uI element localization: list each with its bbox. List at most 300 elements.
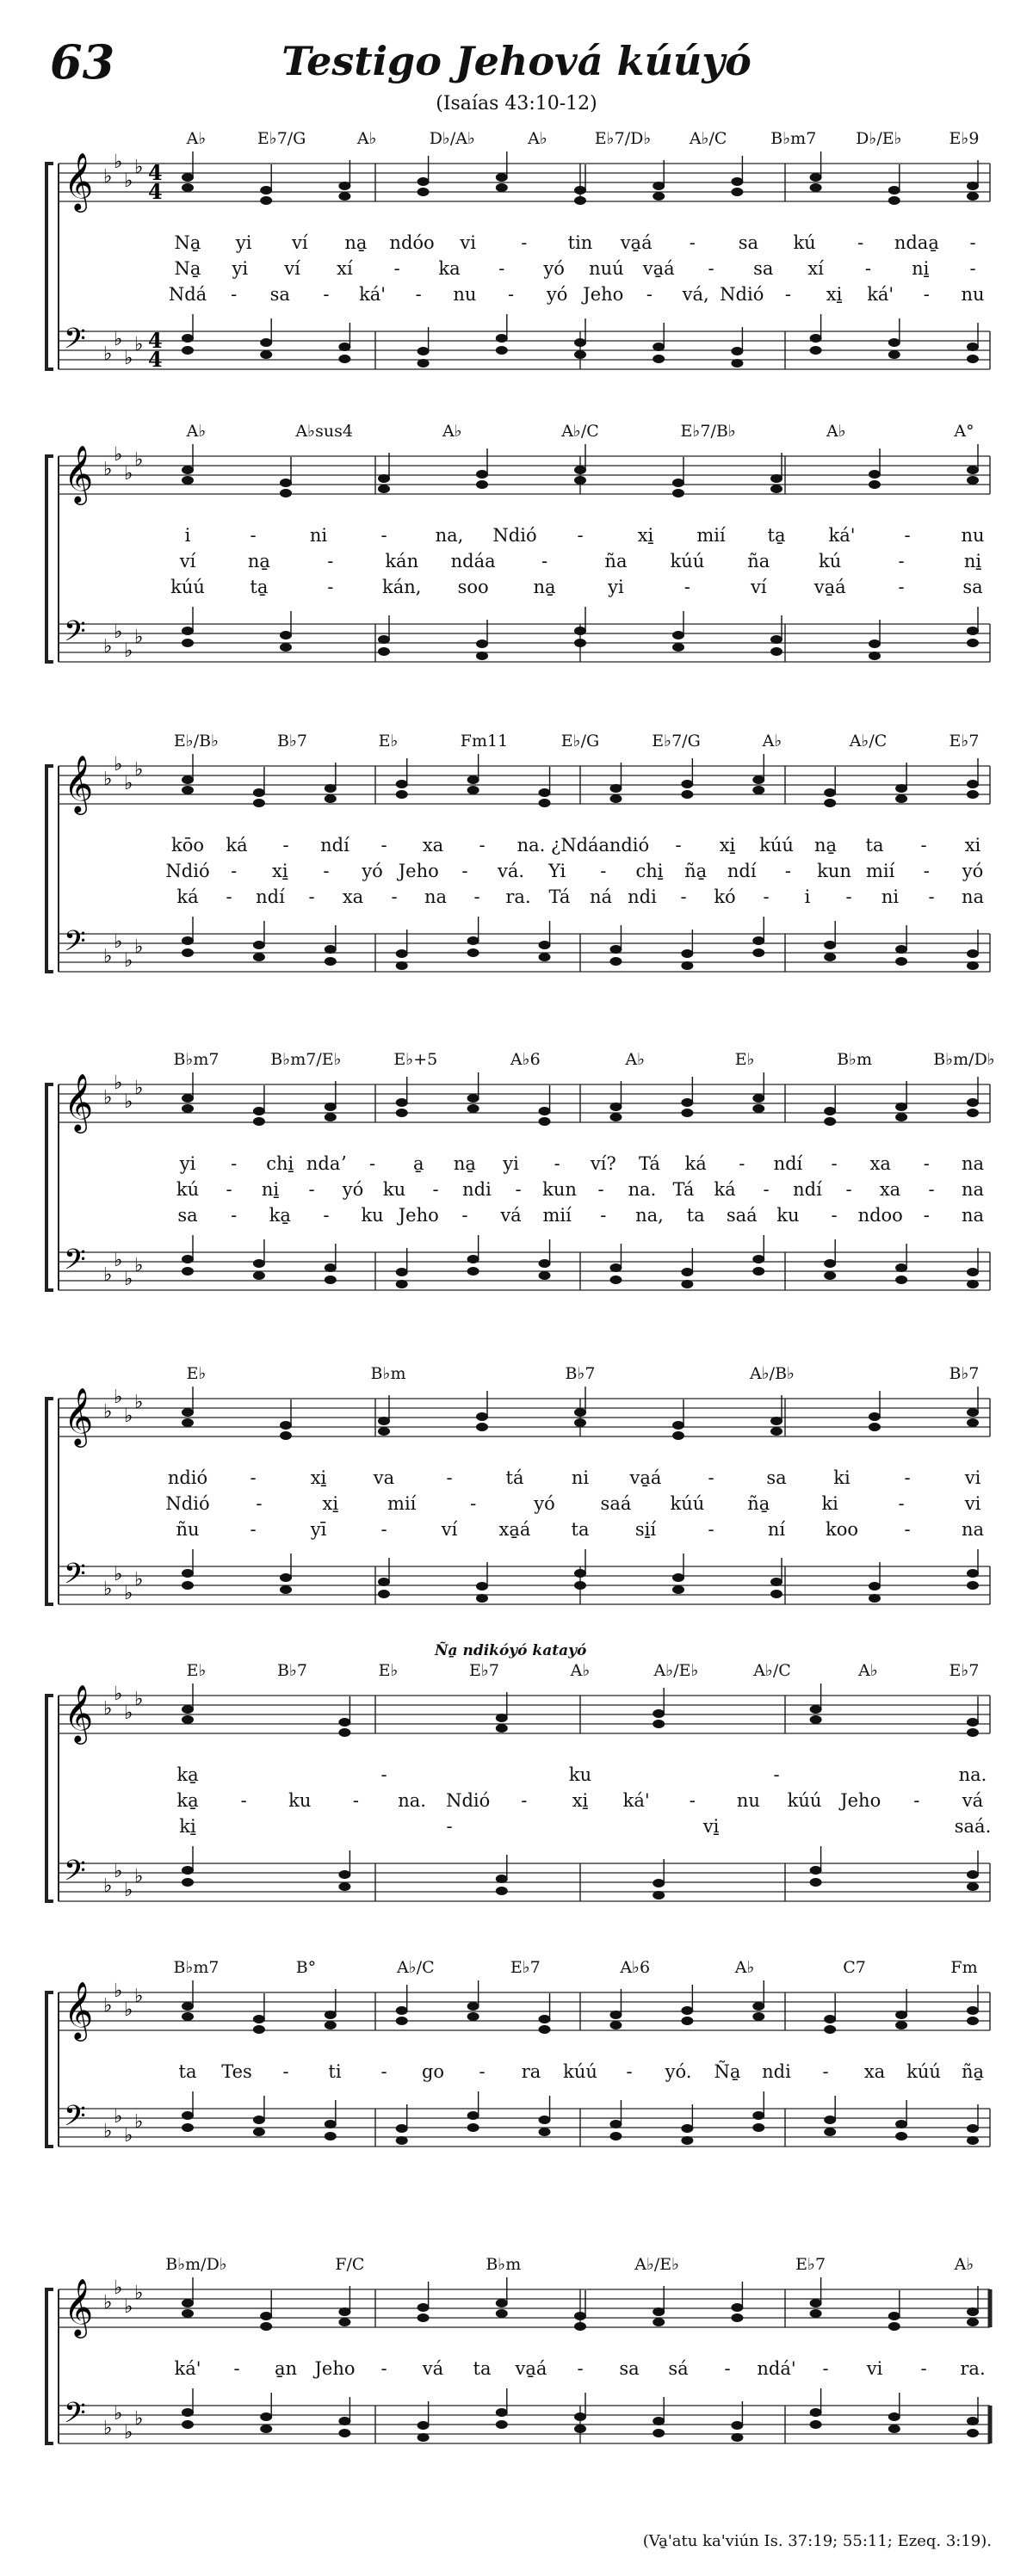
lyric-syllable: saá xyxy=(726,1205,758,1226)
key-flat-icon: ♭ xyxy=(114,2106,123,2128)
treble-note xyxy=(653,192,665,201)
lyric-syllable: ká xyxy=(226,835,248,856)
lyric-syllable: ta xyxy=(178,2061,197,2082)
lyric-syllable: vi xyxy=(964,1493,981,1514)
treble-note xyxy=(338,1728,350,1737)
bass-note xyxy=(338,1882,350,1891)
chord-symbol: E♭7 xyxy=(510,1958,541,1977)
lyric-syllable: na. xyxy=(958,1764,987,1785)
bass-note xyxy=(182,2123,194,2132)
lyric-syllable: i xyxy=(804,886,811,907)
bass-note xyxy=(681,1268,693,1276)
bass-note xyxy=(574,627,586,635)
key-flat-icon: ♭ xyxy=(134,759,144,781)
bass-note xyxy=(967,2429,979,2437)
lyric-syllable: na̱ xyxy=(247,551,270,571)
chord-symbol: B♭m xyxy=(486,2255,522,2274)
lyric-syllable: vá. xyxy=(497,861,525,881)
lyric-syllable: ña xyxy=(747,551,770,571)
lyric-syllable: ndió xyxy=(609,835,650,856)
lyric-syllable: vá, xyxy=(682,284,709,305)
lyric-syllable: ni xyxy=(881,886,900,907)
lyric-syllable: koo xyxy=(825,1519,859,1540)
bass-note xyxy=(325,957,337,966)
lyric-syllable: - xyxy=(898,1493,905,1514)
key-flat-icon: ♭ xyxy=(134,157,144,178)
bass-note xyxy=(539,2116,551,2124)
music-system xyxy=(0,1958,1033,2186)
lyric-syllable: kán, xyxy=(381,577,422,597)
bass-note xyxy=(681,949,693,958)
bass-note xyxy=(325,1263,337,1272)
bass-note xyxy=(182,2420,194,2429)
key-flat-icon: ♭ xyxy=(103,1875,113,1897)
treble-note xyxy=(810,2309,822,2318)
key-flat-icon: ♭ xyxy=(103,1578,113,1600)
treble-note xyxy=(770,485,782,493)
bass-clef-icon: 𝄢 xyxy=(64,615,86,655)
lyric-syllable: na xyxy=(961,1205,985,1226)
key-flat-icon: ♭ xyxy=(124,2296,133,2318)
bass-note xyxy=(967,2417,979,2425)
lyric-syllable: - xyxy=(391,886,398,907)
chord-symbol: B♭m7 xyxy=(173,1050,220,1069)
bass-note xyxy=(895,2132,907,2140)
bass-note xyxy=(574,639,586,647)
treble-note xyxy=(752,2002,764,2011)
lyric-syllable: ta̱ xyxy=(767,525,786,546)
bass-note xyxy=(338,2429,350,2437)
treble-clef-icon: 𝄞 xyxy=(64,1683,94,1742)
treble-note xyxy=(653,182,665,190)
key-flat-icon: ♭ xyxy=(103,946,113,967)
lyric-syllable: - xyxy=(680,886,687,907)
bass-note xyxy=(681,2136,693,2145)
lyric-syllable: ká' xyxy=(622,1790,650,1811)
bass-note xyxy=(338,1870,350,1879)
lyric-syllable: - xyxy=(380,2061,387,2082)
lyric-syllable: ta xyxy=(571,1519,590,1540)
lyric-syllable: - xyxy=(684,577,690,597)
lyric-syllable: ki xyxy=(833,1467,851,1488)
treble-note xyxy=(672,1431,684,1440)
lyric-syllable: na̱ xyxy=(344,232,368,253)
lyric-syllable: - xyxy=(904,1519,911,1540)
lyric-syllable: - xyxy=(577,525,584,546)
bass-note xyxy=(467,2111,479,2120)
lyric-syllable: - xyxy=(393,258,400,279)
treble-note xyxy=(574,196,586,205)
bass-note xyxy=(496,1887,508,1895)
key-flat-icon: ♭ xyxy=(134,1986,144,2007)
bass-note xyxy=(378,635,390,644)
bass-note xyxy=(467,2123,479,2132)
lyric-syllable: - xyxy=(323,861,330,881)
lyric-syllable: va xyxy=(373,1467,395,1488)
treble-note xyxy=(752,1104,764,1113)
lyric-syllable: yó xyxy=(362,861,383,881)
lyric-syllable: - xyxy=(470,1493,477,1514)
treble-note xyxy=(280,1421,292,1430)
bass-note xyxy=(280,643,292,652)
lyric-syllable: - xyxy=(898,577,905,597)
lyric-syllable: Ña̱ xyxy=(714,2061,741,2082)
lyric-syllable: - xyxy=(541,551,548,571)
treble-note xyxy=(476,480,488,489)
lyric-syllable: - xyxy=(323,1205,330,1226)
treble-note xyxy=(280,1431,292,1440)
lyric-syllable: - xyxy=(724,2358,731,2379)
lyric-syllable: - xyxy=(904,1467,911,1488)
bass-note xyxy=(824,2116,836,2124)
lyric-syllable: - xyxy=(327,577,334,597)
lyric-syllable: - xyxy=(689,232,696,253)
lyric-syllable: - xyxy=(498,258,505,279)
lyric-syllable: - xyxy=(415,284,422,305)
lyric-syllable: ñu xyxy=(176,1519,200,1540)
lyric-syllable: - xyxy=(323,284,330,305)
lyric-syllable: - xyxy=(784,284,791,305)
lyric-syllable: kúú xyxy=(170,577,205,597)
lyric-syllable: xi̱ xyxy=(826,284,843,305)
lyric-syllable: kúú xyxy=(670,551,705,571)
lyric-syllable: ki xyxy=(821,1493,838,1514)
treble-note xyxy=(182,1408,194,1417)
treble-note xyxy=(824,799,836,807)
treble-note xyxy=(869,470,881,479)
lyric-syllable: Ndió xyxy=(446,1790,491,1811)
lyric-syllable: - xyxy=(845,1179,852,1200)
bass-note xyxy=(182,627,194,635)
treble-note xyxy=(476,1423,488,1431)
lyric-syllable: ndaʼ xyxy=(306,1153,347,1174)
treble-note xyxy=(609,784,622,793)
lyric-syllable: na̱ xyxy=(813,835,838,856)
bass-note xyxy=(253,941,265,949)
lyric-syllable: ni xyxy=(571,1467,590,1488)
treble-note xyxy=(496,173,508,182)
treble-note xyxy=(182,466,194,474)
treble-clef-icon: 𝄞 xyxy=(64,1387,94,1445)
treble-note xyxy=(378,474,390,483)
lyric-syllable: kúú xyxy=(563,2061,597,2082)
lyric-syllable: Tá xyxy=(548,886,571,907)
key-flat-icon: ♭ xyxy=(103,2418,113,2439)
lyric-syllable: na. xyxy=(398,1790,426,1811)
music-system xyxy=(0,1364,1033,1644)
chord-symbol: E♭7 xyxy=(795,2255,826,2274)
treble-note xyxy=(967,1408,979,1417)
treble-note xyxy=(280,489,292,497)
lyric-syllable: saá xyxy=(600,1493,632,1514)
bass-note xyxy=(967,343,979,351)
lyric-syllable: - xyxy=(577,2358,584,2379)
lyric-syllable: ndi xyxy=(462,1179,492,1200)
treble-note xyxy=(467,1104,479,1113)
lyric-syllable: Na̱ xyxy=(174,258,201,279)
bass-note xyxy=(888,2412,900,2421)
treble-note xyxy=(752,786,764,794)
chord-symbol: E♭/G xyxy=(560,732,600,751)
lyric-syllable: - xyxy=(446,1467,453,1488)
lyric-syllable: yi xyxy=(235,232,252,253)
lyric-syllable: ka xyxy=(438,258,461,279)
system-bracket xyxy=(46,456,53,662)
bass-note xyxy=(824,953,836,961)
chord-symbol: A♭/C xyxy=(397,1958,435,1977)
lyric-syllable: mií xyxy=(387,1493,417,1514)
bass-clef-icon: 𝄢 xyxy=(64,925,86,965)
chord-symbol: E♭7/B♭ xyxy=(680,422,736,441)
lyric-syllable: vi xyxy=(866,2358,883,2379)
key-flat-icon: ♭ xyxy=(114,1072,123,1094)
treble-note xyxy=(824,1117,836,1126)
system-bracket xyxy=(46,1084,53,1290)
bass-note xyxy=(539,2128,551,2136)
lyric-syllable: yó xyxy=(962,861,984,881)
treble-clef-icon: 𝄞 xyxy=(64,444,94,503)
treble-note xyxy=(731,2313,743,2322)
bass-note xyxy=(182,1255,194,1263)
lyric-syllable: Ndió xyxy=(165,861,210,881)
bass-note xyxy=(496,334,508,343)
treble-note xyxy=(888,2312,900,2320)
treble-note xyxy=(467,786,479,794)
chord-symbol: A♭6 xyxy=(620,1958,651,1977)
bass-note xyxy=(869,652,881,660)
lyric-syllable: yó. xyxy=(665,2061,692,2082)
treble-note xyxy=(967,780,979,788)
lyric-syllable: - xyxy=(308,1179,315,1200)
lyric-syllable: chi̱ xyxy=(266,1153,294,1174)
lyric-syllable: i xyxy=(184,525,191,546)
lyric-syllable: Ndió xyxy=(492,525,537,546)
key-flat-icon: ♭ xyxy=(134,2111,144,2133)
staff-system-graphic xyxy=(0,1364,1033,1644)
treble-note xyxy=(681,1109,693,1117)
key-flat-icon: ♭ xyxy=(134,936,144,958)
lyric-syllable: va̱á xyxy=(629,1467,662,1488)
lyric-syllable: - xyxy=(380,1764,387,1785)
treble-note xyxy=(396,1109,408,1117)
lyric-syllable: ndi xyxy=(762,2061,791,2082)
treble-note xyxy=(681,2006,693,2015)
treble-note xyxy=(770,1427,782,1436)
lyric-syllable: - xyxy=(250,525,257,546)
system-bracket xyxy=(46,1399,53,1604)
chord-symbol: A♭ xyxy=(442,422,462,441)
lyric-syllable: ví xyxy=(441,1519,458,1540)
chord-symbol: A° xyxy=(954,422,974,441)
key-flat-icon: ♭ xyxy=(124,1269,133,1290)
treble-note xyxy=(752,775,764,784)
lyric-syllable: ña̱ xyxy=(961,2061,985,2082)
lyric-syllable: ra. xyxy=(505,886,531,907)
lyric-syllable: na xyxy=(424,886,448,907)
treble-note xyxy=(325,2021,337,2029)
treble-note xyxy=(752,1094,764,1103)
lyric-syllable: yi xyxy=(503,1153,519,1174)
treble-note xyxy=(396,790,408,799)
bass-note xyxy=(378,1578,390,1586)
treble-note xyxy=(325,784,337,793)
lyric-syllable: mií xyxy=(542,1205,572,1226)
lyric-syllable: Jeho xyxy=(840,1790,881,1811)
bass-note xyxy=(325,2132,337,2140)
key-flat-icon: ♭ xyxy=(134,1255,144,1276)
lyric-syllable: ni xyxy=(309,525,328,546)
lyric-syllable: - xyxy=(308,886,315,907)
lyric-syllable: Jeho xyxy=(398,1205,439,1226)
staff-system-graphic xyxy=(0,422,1033,701)
key-flat-icon: ♭ xyxy=(103,769,113,790)
chord-symbol: E♭+5 xyxy=(393,1050,438,1069)
lyric-syllable: - xyxy=(600,1205,607,1226)
section-label: Ña̱ ndikóyó katayó xyxy=(435,1642,587,1659)
key-flat-icon: ♭ xyxy=(134,1078,144,1099)
treble-note xyxy=(824,1107,836,1115)
bass-note xyxy=(496,1875,508,1883)
bass-note xyxy=(396,2124,408,2133)
lyric-syllable: - xyxy=(327,551,334,571)
key-flat-icon: ♭ xyxy=(124,950,133,972)
bass-note xyxy=(182,936,194,945)
bass-note xyxy=(396,949,408,958)
treble-note xyxy=(418,2313,430,2322)
lyric-syllable: - xyxy=(369,1153,376,1174)
treble-clef-icon: 𝄞 xyxy=(64,2277,94,2336)
bass-note xyxy=(496,346,508,355)
treble-note xyxy=(280,479,292,487)
bass-note xyxy=(418,359,430,368)
lyric-syllable: ndoo xyxy=(857,1205,903,1226)
treble-note xyxy=(967,2307,979,2316)
lyric-syllable: mií xyxy=(866,861,895,881)
music-system xyxy=(0,129,1033,409)
treble-note xyxy=(672,479,684,487)
lyric-syllable: xí xyxy=(337,258,353,279)
bass-note xyxy=(810,346,822,355)
lyric-syllable: nuú xyxy=(589,258,624,279)
lyric-syllable: ¿Ndáa xyxy=(550,835,610,856)
treble-note xyxy=(396,2017,408,2025)
treble-note xyxy=(182,173,194,182)
lyric-syllable: - xyxy=(689,1790,696,1811)
treble-note xyxy=(467,2012,479,2021)
chord-symbol: E♭7 xyxy=(469,1661,499,1680)
bass-note xyxy=(869,1582,881,1591)
key-flat-icon: ♭ xyxy=(103,2292,113,2313)
treble-note xyxy=(895,2011,907,2019)
bass-note xyxy=(752,2123,764,2132)
key-flat-icon: ♭ xyxy=(134,2408,144,2430)
bass-note xyxy=(653,2429,665,2437)
lyric-syllable: - xyxy=(969,258,976,279)
lyric-syllable: - xyxy=(473,886,480,907)
lyric-syllable: xi xyxy=(964,835,981,856)
treble-note xyxy=(260,2312,272,2320)
chord-symbol: E♭ xyxy=(378,1661,399,1680)
lyric-syllable: ndí xyxy=(773,1153,803,1174)
bass-note xyxy=(810,2408,822,2417)
key-flat-icon: ♭ xyxy=(124,1702,133,1724)
bass-note xyxy=(338,2417,350,2425)
treble-note xyxy=(467,775,479,784)
bass-note xyxy=(338,343,350,351)
lyric-syllable: - xyxy=(773,1764,780,1785)
bass-note xyxy=(895,2120,907,2128)
bass-note xyxy=(260,2412,272,2421)
treble-note xyxy=(967,2006,979,2015)
bass-note xyxy=(325,945,337,954)
key-flat-icon: ♭ xyxy=(134,334,144,355)
lyric-syllable: - xyxy=(822,2061,829,2082)
treble-note xyxy=(752,2012,764,2021)
treble-note xyxy=(378,485,390,493)
treble-note xyxy=(653,1720,665,1728)
key-flat-icon: ♭ xyxy=(103,1087,113,1109)
treble-note xyxy=(895,794,907,803)
treble-note xyxy=(888,186,900,195)
treble-note xyxy=(253,1107,265,1115)
chord-symbol: A♭6 xyxy=(510,1050,541,1069)
lyric-syllable: kúú xyxy=(787,1790,822,1811)
bass-note xyxy=(609,945,622,954)
lyric-syllable: vi xyxy=(460,232,476,253)
treble-note xyxy=(869,480,881,489)
lyric-syllable: na̱ xyxy=(533,577,556,597)
chord-symbol: B♭7 xyxy=(949,1364,980,1383)
lyric-syllable: si̱í xyxy=(634,1519,657,1540)
lyric-syllable: - xyxy=(282,2061,289,2082)
bass-note xyxy=(770,647,782,656)
bass-note xyxy=(467,948,479,957)
key-flat-icon: ♭ xyxy=(124,1091,133,1113)
lyric-syllable: - xyxy=(708,1519,714,1540)
lyric-syllable: nu xyxy=(961,525,985,546)
lyric-syllable: va̱á xyxy=(620,232,653,253)
lyric-syllable: - xyxy=(446,1816,453,1837)
bass-note xyxy=(418,2433,430,2442)
bass-note xyxy=(260,2425,272,2433)
lyric-syllable: - xyxy=(507,284,515,305)
lyric-syllable: ví? xyxy=(590,1153,616,1174)
lyric-syllable: vá xyxy=(962,1790,984,1811)
lyric-syllable: sa xyxy=(177,1205,198,1226)
treble-note xyxy=(253,788,265,797)
key-flat-icon: ♭ xyxy=(134,1866,144,1887)
lyric-syllable: ka̱ xyxy=(176,1790,199,1811)
bass-note xyxy=(967,627,979,635)
bass-note xyxy=(895,1263,907,1272)
treble-note xyxy=(325,794,337,803)
key-flat-icon: ♭ xyxy=(103,1401,113,1423)
treble-note xyxy=(325,2011,337,2019)
lyric-syllable: Tá xyxy=(672,1179,695,1200)
lyric-syllable: kúú xyxy=(670,1493,705,1514)
lyric-syllable: ku xyxy=(288,1790,312,1811)
lyric-syllable: nu xyxy=(736,1790,760,1811)
treble-note xyxy=(653,2318,665,2326)
bass-note xyxy=(182,346,194,355)
lyric-syllable: - xyxy=(521,1790,528,1811)
chord-symbol: A♭ xyxy=(734,1958,755,1977)
lyric-syllable: xí xyxy=(807,258,824,279)
treble-note xyxy=(810,1715,822,1724)
treble-note xyxy=(967,1728,979,1737)
treble-note xyxy=(260,196,272,205)
bass-note xyxy=(967,1882,979,1891)
